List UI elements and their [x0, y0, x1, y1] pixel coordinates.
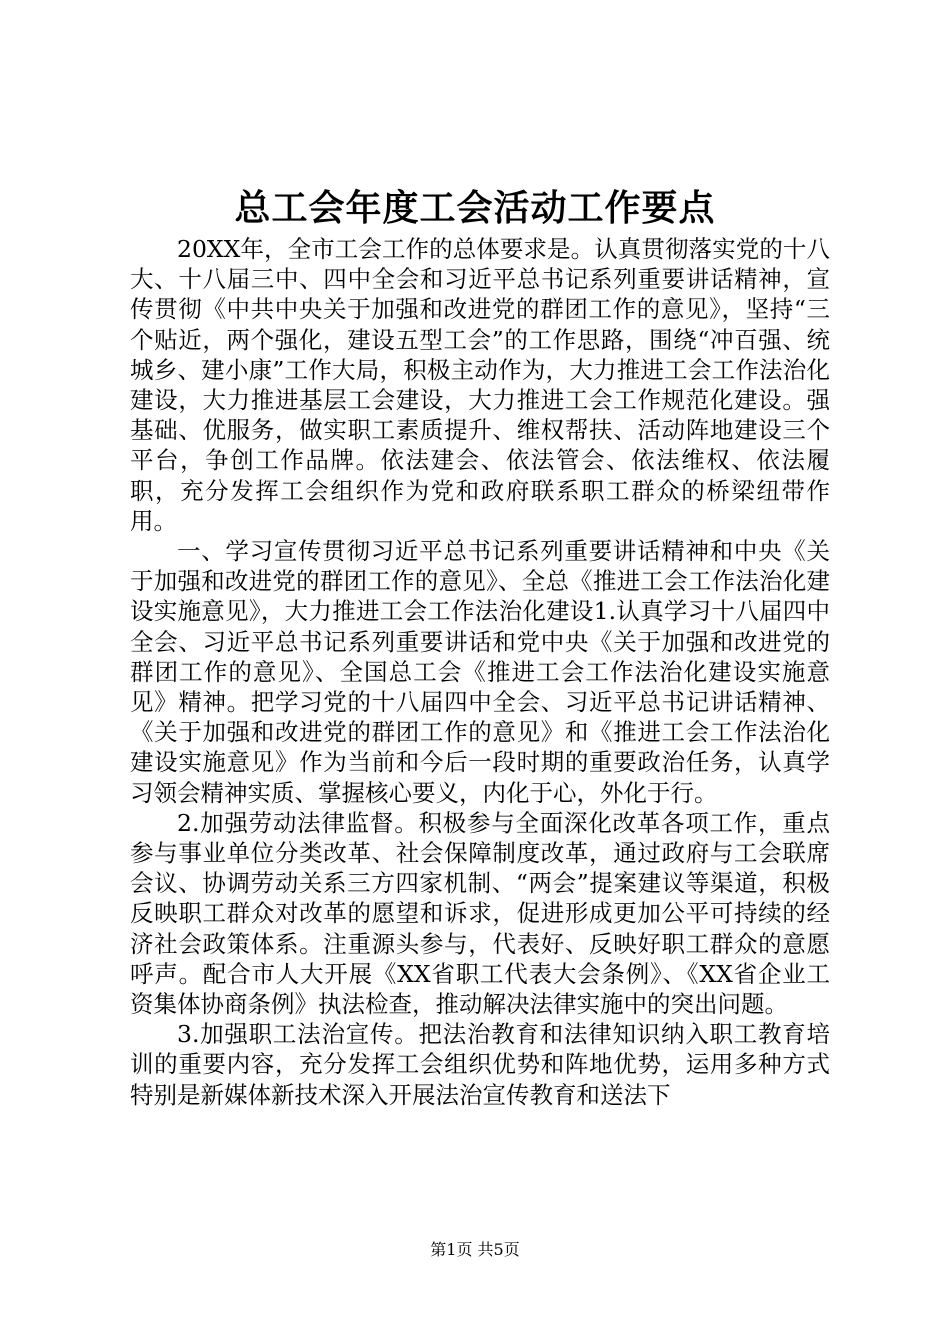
- paragraph-section-1: 一、学习宣传贯彻习近平总书记系列重要讲话精神和中央《关于加强和改进党的群团工作的意见》、全总《推进工会工作法治化建设实施意见》，大力推进工会工作法治化建设1.认真学习十八届四中全会、习近平总书记系列重要讲话和党中央《关于加强和改进党的群团工作的意见》、全国总工会《推进工会工作法治化建设实施意见》精神。把学习党的十八届四中全会、习近平总书记讲话精神、《关于加强和改进党的群团工作的意见》和《推进工会工作法治化建设实施意见》作为当前和今后一段时期的重要政治任务，认真学习领会精神实质、掌握核心要义，内化于心，外化于行。: [130, 537, 830, 807]
- document-title: 总工会年度工会活动工作要点: [234, 187, 716, 229]
- page-number-footer: 第1页 共5页: [430, 1240, 520, 1259]
- paragraph-item-2: 2.加强劳动法律监督。积极参与全面深化改革各项工作，重点参与事业单位分类改革、社会保障制度改革，通过政府与工会联席会议、协调劳动关系三方四家机制、“两会”提案建议等渠道，积极反映职工群众对改革的愿望和诉求，促进形成更加公平可持续的经济社会政策体系。注重源头参与，代表好、反映好职工群众的意愿呼声。配合市人大开展《XX省职工代表大会条例》、《XX省企业工资集体协商条例》执法检查，推动解决法律实施中的突出问题。: [130, 808, 830, 1019]
- paragraph-item-3: 3.加强职工法治宣传。把法治教育和法律知识纳入职工教育培训的重要内容，充分发挥工会组织优势和阵地优势，运用多种方式特别是新媒体新技术深入开展法治宣传教育和送法下: [130, 1020, 830, 1109]
- paragraph-intro: 20XX年，全市工会工作的总体要求是。认真贯彻落实党的十八大、十八届三中、四中全会和习近平总书记系列重要讲话精神，宣传贯彻《中共中央关于加强和改进党的群团工作的意见》，坚持“三个贴近，两个强化，建设五型工会”的工作思路，围绕“冲百强、统城乡、建小康”工作大局，积极主动作为，大力推进工会工作法治化建设，大力推进基层工会建设，大力推进工会工作规范化建设。强基础、优服务，做实职工素质提升、维权帮扶、活动阵地建设三个平台，争创工作品牌。依法建会、依法管会、依法维权、依法履职，充分发挥工会组织作为党和政府联系职工群众的桥梁纽带作用。: [130, 235, 830, 535]
- document-body: [130, 234, 830, 1110]
